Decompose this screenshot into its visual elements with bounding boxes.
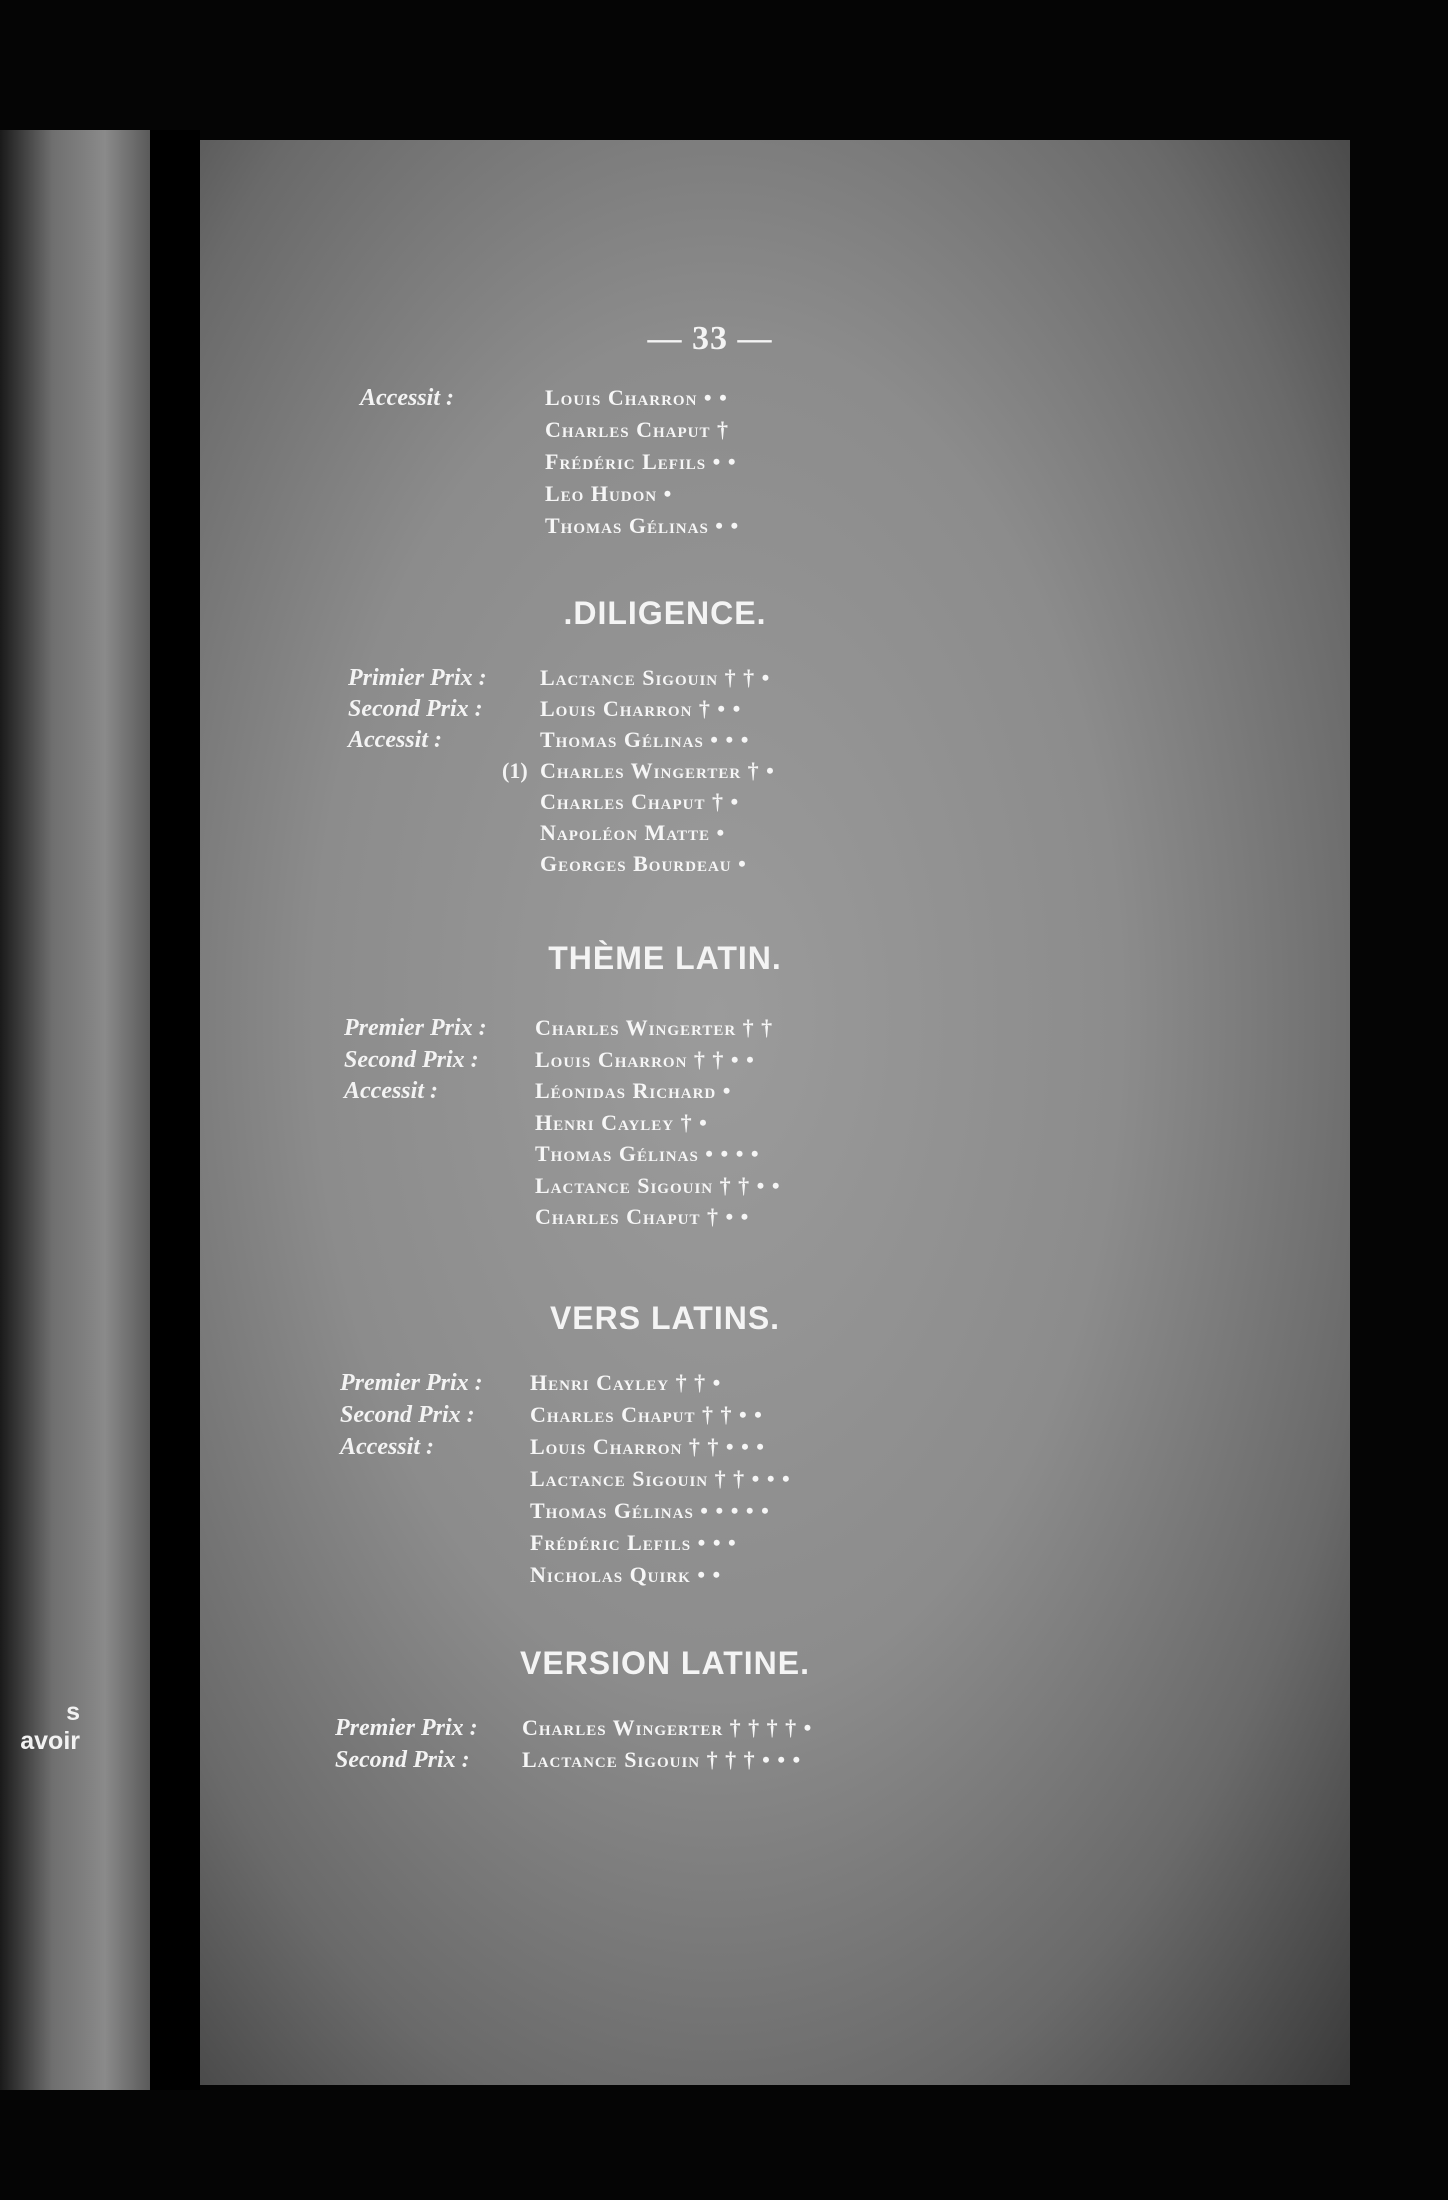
student-name: Charles Wingerter † †: [535, 1015, 774, 1040]
student-name: Charles Chaput † •: [540, 789, 740, 814]
student-name: Nicholas Quirk • •: [530, 1562, 722, 1587]
student-name: Henri Cayley † •: [535, 1109, 708, 1135]
left-page-text-fragment: s avoir: [20, 1698, 80, 1755]
student-name: Charles Chaput †: [545, 417, 729, 442]
student-name: Charles Chaput † † • •: [530, 1402, 763, 1427]
student-name: Thomas Gélinas • • •: [540, 727, 750, 752]
student-name: Thomas Gélinas • •: [545, 513, 740, 538]
student-name: Charles Wingerter † † † † •: [522, 1715, 813, 1740]
student-name: Leo Hudon •: [545, 481, 673, 506]
student-name: Georges Bourdeau •: [540, 851, 747, 876]
award-label: Second Prix :: [340, 1402, 475, 1428]
student-name: Napoléon Matte •: [540, 820, 726, 845]
award-label: Premier Prix :: [344, 1015, 487, 1041]
student-name: Frédéric Lefils • • •: [530, 1530, 737, 1555]
student-name: Charles Wingerter † •: [540, 758, 775, 783]
award-label: Premier Prix :: [335, 1715, 478, 1741]
page: [200, 140, 1350, 2085]
left-page-edge: [0, 130, 150, 2090]
student-name: Lactance Sigouin † † † • • •: [522, 1747, 802, 1772]
student-name: Louis Charron † † • •: [535, 1046, 755, 1072]
student-name: Louis Charron † † • • •: [530, 1434, 766, 1459]
student-name: Charles Chaput † • •: [535, 1204, 750, 1229]
award-label: Premier Prix :: [340, 1370, 483, 1396]
student-name: Thomas Gélinas • • • • •: [530, 1498, 770, 1523]
footnote-marker: (1): [502, 758, 528, 783]
page-number: — 33 —: [647, 320, 773, 357]
section-title: THÈME LATIN.: [548, 940, 782, 976]
award-label: Accessit :: [344, 1078, 438, 1104]
book-gutter: [150, 130, 200, 2090]
award-label: Accessit :: [360, 385, 454, 411]
section-title: VERSION LATINE.: [520, 1645, 810, 1681]
section-title: .DILIGENCE.: [563, 595, 767, 631]
student-name: Léonidas Richard •: [535, 1078, 732, 1103]
award-label: Primier Prix :: [348, 665, 487, 691]
student-name: Lactance Sigouin † † • •: [535, 1172, 781, 1198]
award-label: Accessit :: [348, 727, 442, 753]
student-name: Frédéric Lefils • •: [545, 449, 737, 474]
student-name: Henri Cayley † † •: [530, 1370, 722, 1395]
student-name: Lactance Sigouin † † •: [540, 665, 771, 690]
award-label: Second Prix :: [344, 1046, 479, 1073]
award-label: Second Prix :: [335, 1747, 470, 1773]
award-label: Second Prix :: [348, 696, 483, 722]
student-name: Thomas Gélinas • • • •: [535, 1141, 760, 1166]
student-name: Lactance Sigouin † † • • •: [530, 1466, 791, 1491]
award-label: Accessit :: [340, 1434, 434, 1460]
student-name: Louis Charron † • •: [540, 696, 742, 721]
section-title: VERS LATINS.: [549, 1300, 781, 1336]
student-name: Louis Charron • •: [545, 385, 728, 410]
